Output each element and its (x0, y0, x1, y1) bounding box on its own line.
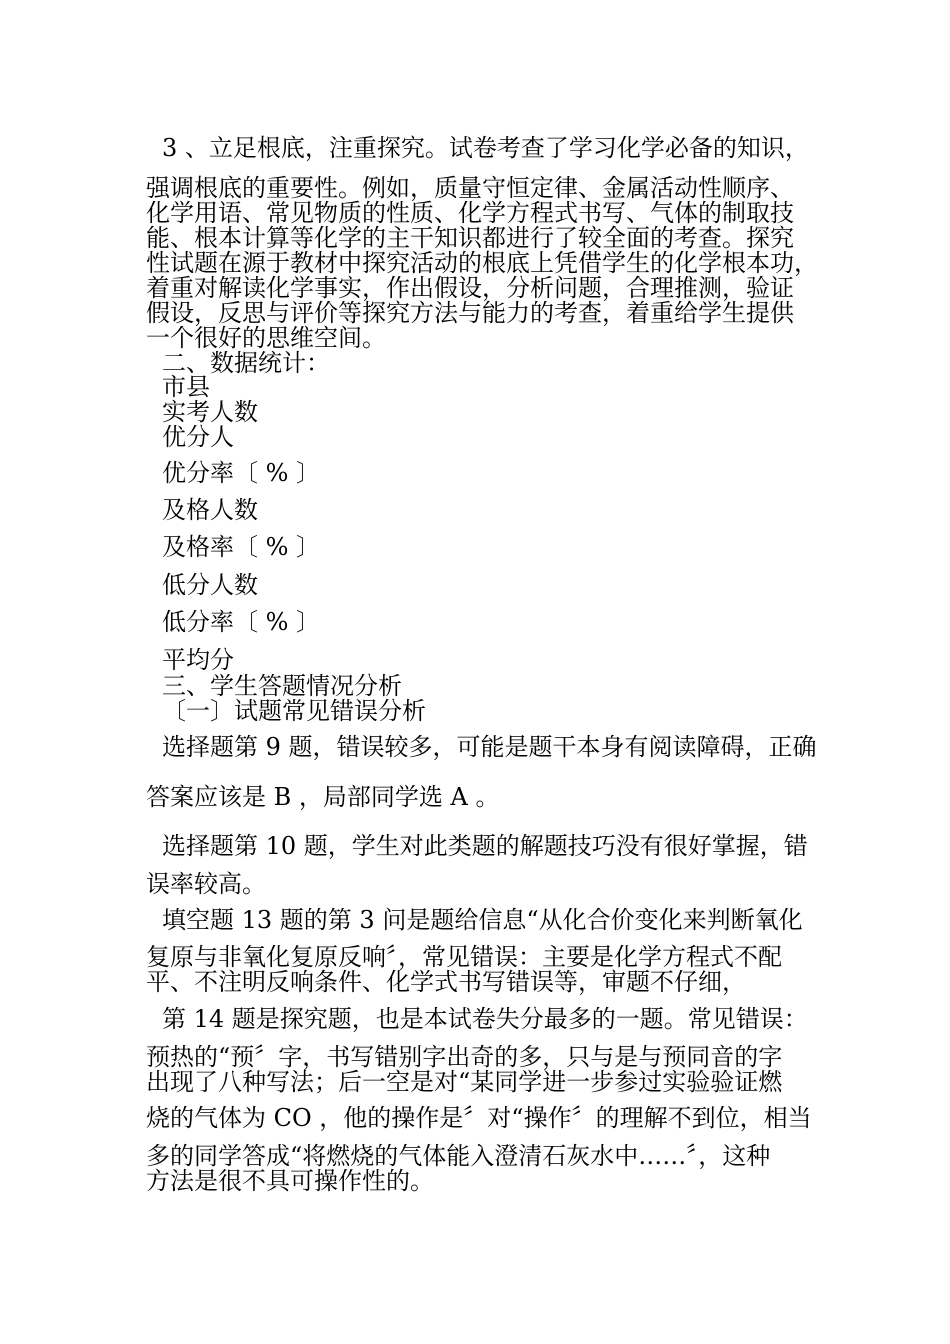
stat-label-excellent-rate: 优分率〔 % 〕 (162, 459, 321, 487)
para-3-line-5: 性试题在源于教材中探究活动的根底上凭借学生的化学根本功， (146, 249, 818, 277)
q14-line-1: 第 14 题是探究题，也是本试卷失分最多的一题。常见错误： (162, 1005, 808, 1033)
para-3-line-1: 3 、立足根底，注重探究。试卷考查了学习化学必备的知识， (162, 134, 809, 162)
q13-line-3: 平、不注明反响条件、化学式书写错误等，审题不仔细， (146, 968, 746, 996)
section-2-heading: 二、数据统计： (162, 349, 330, 377)
q10-line-2: 误率较高。 (146, 870, 266, 898)
para-3-line-8: 一个很好的思维空间。 (146, 324, 386, 352)
q14-line-5: 多的同学答成“将燃烧的气体能入澄清石灰水中……〞，这种 (146, 1142, 771, 1170)
stat-label-pass-count: 及格人数 (162, 496, 258, 524)
stat-label-low-rate: 低分率〔 % 〕 (162, 608, 321, 636)
para-3-line-3: 化学用语、常见物质的性质、化学方程式书写、气体的制取技 (146, 199, 794, 227)
section-3-heading: 三、学生答题情况分析 (162, 672, 402, 700)
para-3-line-2: 强调根底的重要性。例如，质量守恒定律、金属活动性顺序、 (146, 174, 794, 202)
stat-label-examinees: 实考人数 (162, 398, 258, 426)
section-3-subheading: 〔一〕试题常见错误分析 (162, 697, 426, 725)
q14-line-6: 方法是很不具可操作性的。 (146, 1167, 434, 1195)
q9-line-1: 选择题第 9 题，错误较多，可能是题干本身有阅读障碍，正确 (162, 733, 817, 761)
stat-label-excellent-count: 优分人 (162, 423, 234, 451)
q14-line-4: 烧的气体为 CO ，他的操作是〞对“操作〞的理解不到位，相当 (146, 1104, 812, 1132)
q9-line-2: 答案应该是 B ，局部同学选 A 。 (146, 783, 500, 811)
q14-line-2: 预热的“预〞字，书写错别字出奇的多，只与是与预同音的字 (146, 1043, 783, 1071)
stat-label-pass-rate: 及格率〔 % 〕 (162, 533, 321, 561)
stat-label-low-count: 低分人数 (162, 571, 258, 599)
q13-line-1: 填空题 13 题的第 3 问是题给信息“从化合价变化来判断氧化 (162, 906, 803, 934)
stat-label-county: 市县 (162, 373, 210, 401)
para-3-line-6: 着重对解读化学事实，作出假设，分析问题，合理推测，验证 (146, 274, 794, 302)
para-3-line-4: 能、根本计算等化学的主干知识都进行了较全面的考查。探究 (146, 224, 794, 252)
q14-line-3: 出现了八种写法；后一空是对“某同学进一步参过实验验证燃 (146, 1068, 783, 1096)
para-3-line-7: 假设，反思与评价等探究方法与能力的考查，着重给学生提供 (146, 299, 794, 327)
q13-line-2: 复原与非氧化复原反响〞，常见错误：主要是化学方程式不配 (146, 943, 782, 971)
stat-label-average: 平均分 (162, 646, 234, 674)
q10-line-1: 选择题第 10 题，学生对此类题的解题技巧没有很好掌握，错 (162, 832, 808, 860)
